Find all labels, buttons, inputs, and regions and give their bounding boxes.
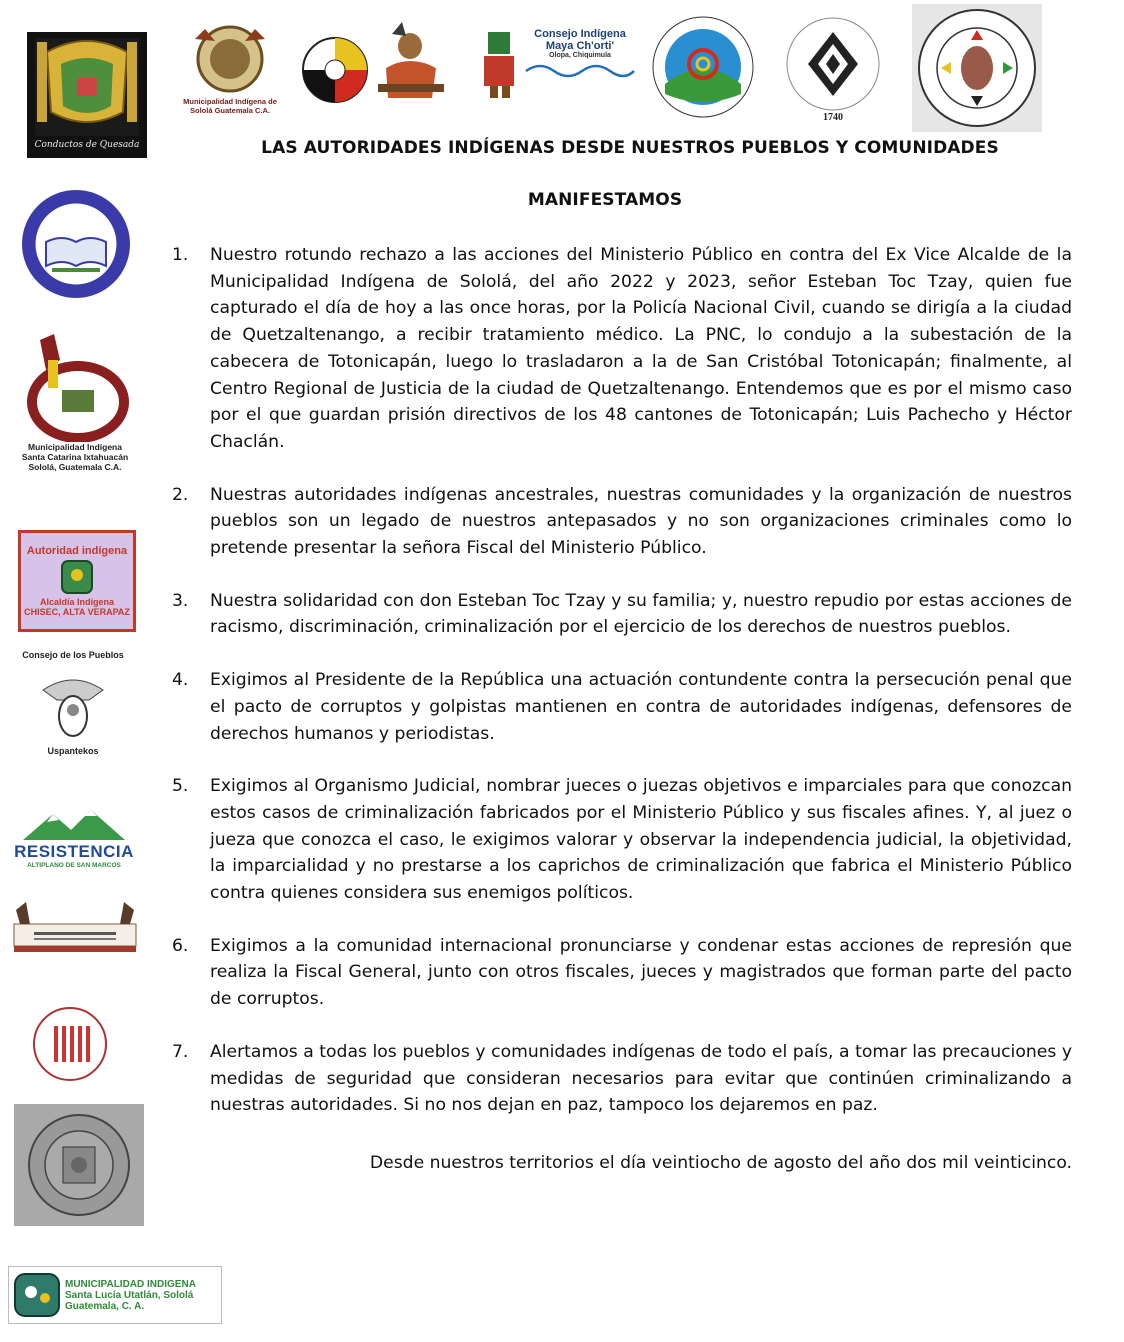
gear-book-icon [18,186,134,302]
page-title: LAS AUTORIDADES INDÍGENAS DESDE NUESTROS PUEBLOS Y COMUNIDADES [261,138,999,158]
statement-item [172,667,1072,747]
maya-figure-icon [476,26,522,100]
utatlan-logo-line2: Santa Lucía Utatlán, Sololá [65,1289,194,1301]
statement-text: Nuestra solidaridad con don Esteban Toc Tzay y su familia; y, nuestro repudio por estas acciones de racismo, discriminación, criminalización por el ejercicio de los derechos de nuestros pueblos. [210,590,1072,638]
logo-weaver-illustration [372,18,450,104]
maya-glyph-icon [42,557,112,597]
ixtahuacan-logo-line1: Municipalidad Indígena [28,442,122,452]
resistencia-logo-line1: RESISTENCIA [14,841,134,861]
logo-municipalidad-solola [170,14,290,120]
statement-text: Exigimos al Organismo Judicial, nombrar jueces o juezas objetivos e imparciales para que conozcan estos casos de criminalización fabricados por el Ministerio Público y sus fiscales afines. Y, al juez o jueza que conozca el caso, le exigimos valorar y observar la independencia judicial, la objetividad, la imparcialidad y no prestarse a los caprichos de criminalización que fabrica el Ministerio Público contra quienes considera sus enemigos políticos. [210,776,1072,904]
statement-number: 2. [172,484,189,505]
river-line-icon [524,59,636,81]
medicine-wheel-icon [300,28,370,116]
resistencia-logo-line2: ALTIPLANO DE SAN MARCOS [27,861,121,869]
statement-item [172,773,1072,907]
logo-resistencia-san-marcos [8,802,140,874]
ixtahuacan-logo-line3: Sololá, Guatemala C.A. [28,462,122,472]
chisec-logo-line2: Alcaldía Indígena [39,597,115,607]
logo-santa-catarina-ixtahuacan [10,330,140,490]
uspantekos-logo-line2: Uspantekos [47,746,99,756]
logo-gear-book-seal [18,186,134,302]
logo-consejo-uspantekos [8,650,138,768]
statement-number: 7. [172,1041,189,1062]
chorti-logo-line1: Consejo Indígena [534,28,626,40]
closing-date-line: Desde nuestros territorios el día veintiocho de agosto del año dos mil veinticinco. [369,1153,1072,1173]
page-subtitle: MANIFESTAMOS [527,190,683,210]
statement-item [172,242,1072,456]
logo-lideres-principales [912,4,1042,132]
statement-text: Exigimos a la comunidad internacional pronunciarse y condenar estas acciones de represión que realiza la Fiscal General, junto con otros fiscales, jueces y magistrados que forman parte del pacto de corruptos. [210,935,1072,1010]
chisec-logo-line3: CHISEC, ALTA VERAPAZ [24,607,130,617]
gray-seal-icon [23,1109,135,1221]
logo-conductos-queseado [27,32,147,158]
statement-text: Nuestras autoridades indígenas ancestrales, nuestras comunidades y la organización de nuestros pueblos son un legado de nuestros antepasados y no son organizaciones criminales como lo pretende presentar la señora Fiscal del Ministerio Público. [210,484,1072,559]
uspantekos-logo-line1: Consejo de los Pueblos [22,650,124,660]
seal-icon [185,19,275,97]
compass-emblem-icon [915,6,1039,130]
spiral-emblem-icon [650,14,756,120]
queseado-logo-text: Conductos de Quesada [34,140,140,150]
statement-number: 6. [172,935,189,956]
utatlan-logo-line1: MUNICIPALIDAD INDIGENA [65,1278,196,1290]
statement-number: 4. [172,670,189,691]
striped-seal-icon [30,1004,110,1084]
statement-item [172,588,1072,641]
maya-glyph-head-icon [9,1268,65,1322]
weaver-figure-icon [372,18,450,104]
solola-logo-line1: Municipalidad Indígena de [183,97,277,106]
statement-number: 1. [172,245,189,265]
statement-list [172,242,1072,1119]
statement-number: 3. [172,590,189,611]
logo-santo-tomas-chichicastenango [10,900,140,958]
chorti-logo-line2: Maya Ch'orti' [545,40,615,52]
logo-totonicapan-1740 [778,14,888,124]
logo-consejo-principales-san-lucas [30,1004,110,1084]
logo-alcaldia-chisec [18,530,136,632]
logo-medicine-wheel [300,28,370,116]
statement-text: Alertamos a todas los pueblos y comunidades indígenas de todo el país, a tomar las precauciones y medidas de seguridad que consideran necesarios para evitar que continúen criminalizando a nuestras autoridades. Si no nos dejan en paz, tampoco los dejaremos en paz. [210,1041,1072,1116]
statement-item [172,482,1072,562]
statement-text: Nuestro rotundo rechazo a las acciones del Ministerio Público en contra del Ex Vice Alcalde de la Municipalidad Indígena de Sololá, del año 2022 y 2023, señor Esteban Toc Tzay, quien fue capturado el día de hoy a las once horas, por la Policía Nacional Civil, cuando se dirigía a la ciudad de Quetzaltenango, a recibir tratamiento médico. La PNC, lo condujo a la subestación de la cabecera de Totonicapán, luego lo trasladaron a la de San Cristóbal Totonicapán; finalmente, al Centro Regional de Justicia de la ciudad de Quetzaltenango. Entendemos que es por el mismo caso por el que guardan prisión directivos de los 48 cantones de Totonicapán; Luis Pachecho y Héctor Chaclán. [210,245,1072,452]
statement-item [172,1039,1072,1119]
ixtahuacan-logo-line2: Santa Catarina Ixtahuacán [21,452,129,462]
bird-figure-icon [33,660,113,746]
chorti-logo-line3: Olopa, Chiquimula [549,52,611,59]
logo-municipalidad-nahuala [14,1104,144,1226]
logo-circular-spiral [650,14,756,120]
logo-santa-lucia-utatlan [8,1266,222,1324]
solola-logo-line2: Sololá Guatemala C.A. [189,106,271,115]
statement-number: 5. [172,776,189,797]
chisec-logo-line1: Autoridad indígena [26,545,128,557]
mountains-icon [19,808,129,842]
shield-figure-icon [20,330,130,442]
utatlan-logo-line3: Guatemala, C. A. [65,1300,145,1312]
logo-consejo-chorti [476,22,636,102]
statement-text: Exigimos al Presidente de la República una actuación contundente contra la persecución penal que el pacto de corruptos y golpistas mantienen en contra de autoridades indígenas, defensores de derechos humanos y periodistas. [210,670,1072,744]
year-1740-text: 1740 [823,111,843,123]
geometric-seal-icon [778,16,888,112]
statement-item [172,933,1072,1013]
banner-emblem-icon [10,900,140,958]
